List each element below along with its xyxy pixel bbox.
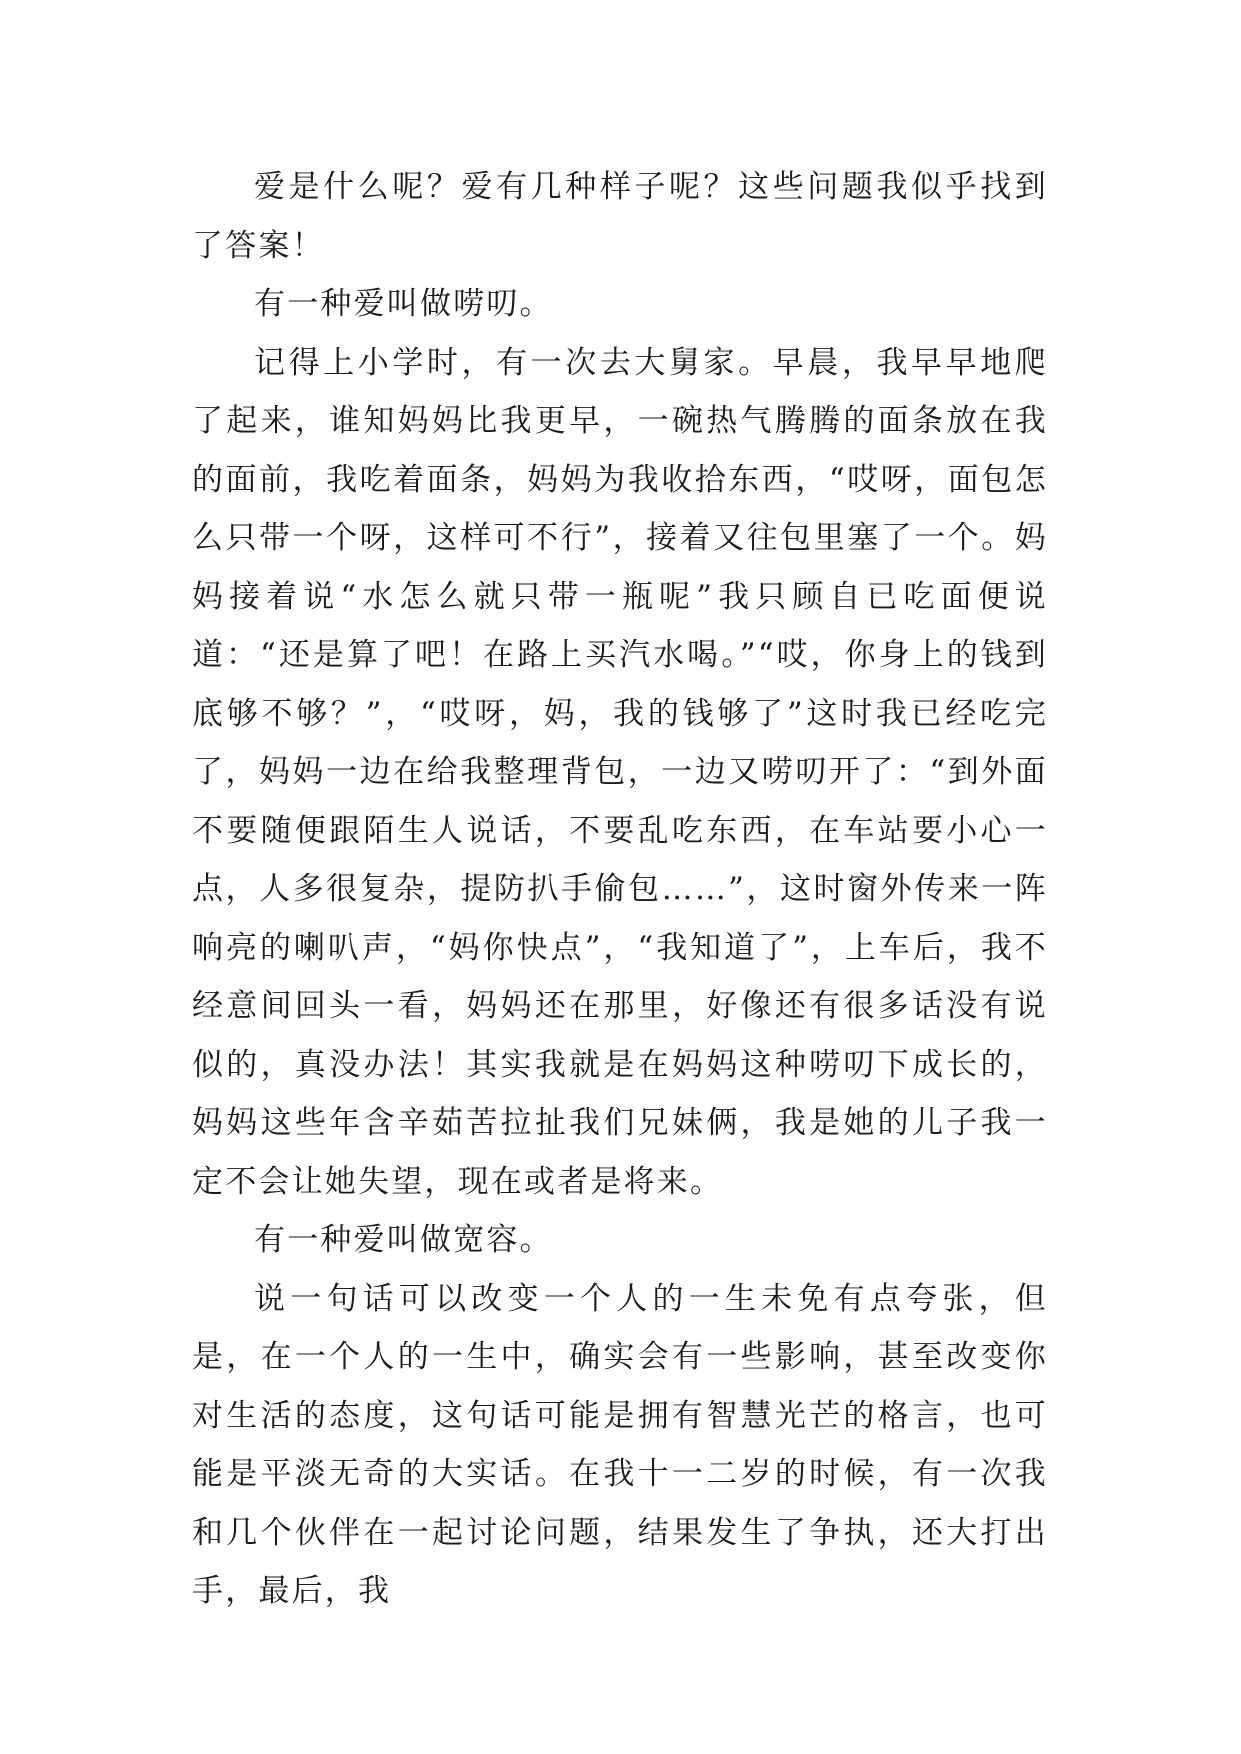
paragraph-intro: 爱是什么呢？爱有几种样子呢？这些问题我似乎找到了答案！ <box>192 169 1048 264</box>
heading-tolerance: 有一种爱叫做宽容。 <box>254 1222 553 1258</box>
paragraph-nagging-story: 记得上小学时，有一次去大舅家。早晨，我早早地爬了起来，谁知妈妈比我更早，一碗热气腾腾的面条放在我的面前，我吃着面条，妈妈为我收拾东西，“哎呀，面包怎么只带一个呀，这样可不行”，接着又往包里塞了一个。妈妈接着说“水怎么就只带一瓶呢”我只顾自已吃面便说道：“还是算了吧！在路上买汽水喝。”“哎，你身上的钱到底够不够？”，“哎呀，妈，我的钱够了”这时我已经吃完了，妈妈一边在给我整理背包，一边又唠叨开了：“到外面不要随便跟陌生人说话，不要乱吃东西，在车站要小心一点，人多很复杂，提防扒手偷包……”，这时窗外传来一阵响亮的喇叭声，“妈你快点”，“我知道了”，上车后，我不经意间回头一看，妈妈还在那里，好像还有很多话没有说似的，真没办法！其实我就是在妈妈这种唠叨下成长的，妈妈这些年含辛茹苦拉扯我们兄妹俩，我是她的儿子我一定不会让她失望，现在或者是将来。 <box>192 344 1048 1200</box>
heading-nagging: 有一种爱叫做唠叨。 <box>254 286 553 322</box>
essay-body <box>192 158 1048 1621</box>
paragraph-tolerance-story: 说一句话可以改变一个人的一生未免有点夸张，但是，在一个人的一生中，确实会有一些影响，甚至改变你对生活的态度，这句话可能是拥有智慧光芒的格言，也可能是平淡无奇的大实话。在我十一二岁的时候，有一次我和几个伙伴在一起讨论问题，结果发生了争执，还大打出手，最后，我 <box>192 1280 1048 1609</box>
